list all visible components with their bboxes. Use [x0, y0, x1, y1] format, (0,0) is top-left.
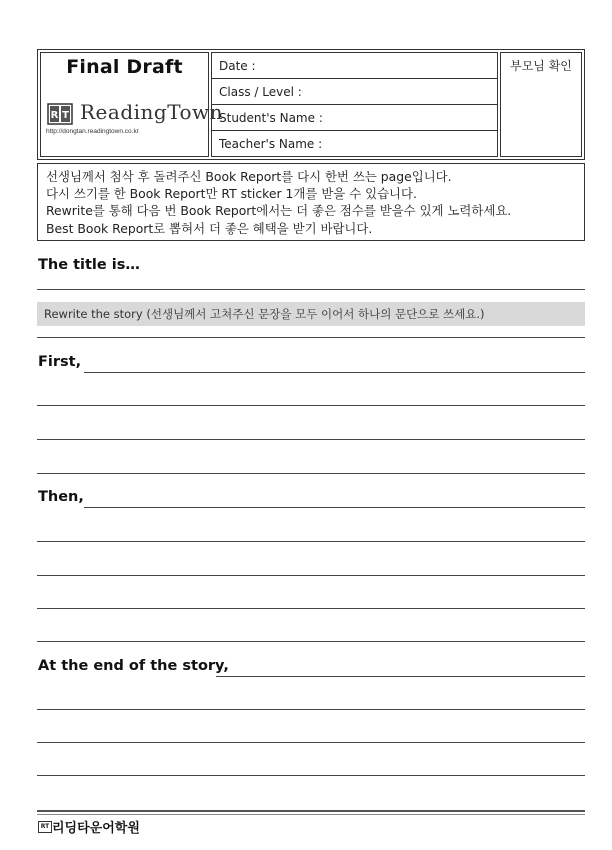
- writing-line[interactable]: [84, 507, 585, 508]
- first-label: First,: [38, 354, 82, 370]
- footer-rule: [37, 810, 585, 812]
- page-title: Final Draft: [66, 56, 183, 78]
- writing-line[interactable]: [216, 676, 585, 677]
- writing-line[interactable]: [37, 709, 585, 710]
- writing-line[interactable]: [37, 439, 585, 440]
- instructions-notice: [37, 163, 585, 241]
- academy-name: 리딩타운어학원: [52, 821, 140, 836]
- readingtown-logo-badge: [47, 103, 73, 125]
- logo-badge-letter-r: R: [50, 110, 59, 121]
- parent-check-label: 부모님 확인: [510, 59, 572, 73]
- writing-line[interactable]: [37, 775, 585, 776]
- writing-line[interactable]: [37, 541, 585, 542]
- writing-line[interactable]: [37, 608, 585, 609]
- rt-badge-icon: [47, 103, 73, 125]
- student-info-fields: [211, 52, 498, 157]
- class-level-field[interactable]: Class / Level :: [212, 79, 497, 105]
- readingtown-logo-text: ReadingTown: [80, 100, 224, 124]
- footer-logo-icon: RT: [38, 821, 52, 833]
- logo-badge-letter-t: T: [62, 110, 69, 121]
- notice-line: Rewrite를 통해 다음 번 Book Report에서는 더 좋은 점수를 받을수 있게 노력하세요.: [46, 203, 512, 219]
- notice-line: Best Book Report로 뽑혀서 더 좋은 혜택을 받기 바랍니다.: [46, 220, 373, 236]
- parent-check-box[interactable]: [500, 52, 582, 157]
- then-label: Then,: [38, 489, 84, 505]
- logo-url: http://dongtan.readingtown.co.kr: [46, 128, 139, 135]
- writing-line[interactable]: [37, 641, 585, 642]
- rewrite-instruction-banner: Rewrite the story (선생님께서 고쳐주신 문장을 모두 이어서 하나의 문단으로 쓰세요.): [37, 302, 585, 326]
- teacher-name-field[interactable]: Teacher's Name :: [219, 137, 323, 151]
- notice-line: 다시 쓰기를 한 Book Report만 RT sticker 1개를 받을 수 있습니다.: [46, 186, 417, 202]
- end-label: At the end of the story,: [38, 658, 229, 674]
- writing-line[interactable]: [84, 372, 585, 373]
- student-name-field[interactable]: Student's Name :: [212, 105, 497, 131]
- writing-line[interactable]: [37, 473, 585, 474]
- writing-line[interactable]: [37, 575, 585, 576]
- date-field[interactable]: Date :: [212, 53, 497, 79]
- divider-line: [37, 337, 585, 338]
- writing-line[interactable]: [37, 405, 585, 406]
- title-writing-line[interactable]: [37, 289, 585, 290]
- footer-rule: [37, 814, 585, 815]
- notice-line: 선생님께서 첨삭 후 돌려주신 Book Report를 다시 한번 쓰는 page입니다.: [46, 169, 452, 184]
- title-prompt: The title is…: [38, 257, 140, 273]
- writing-line[interactable]: [37, 742, 585, 743]
